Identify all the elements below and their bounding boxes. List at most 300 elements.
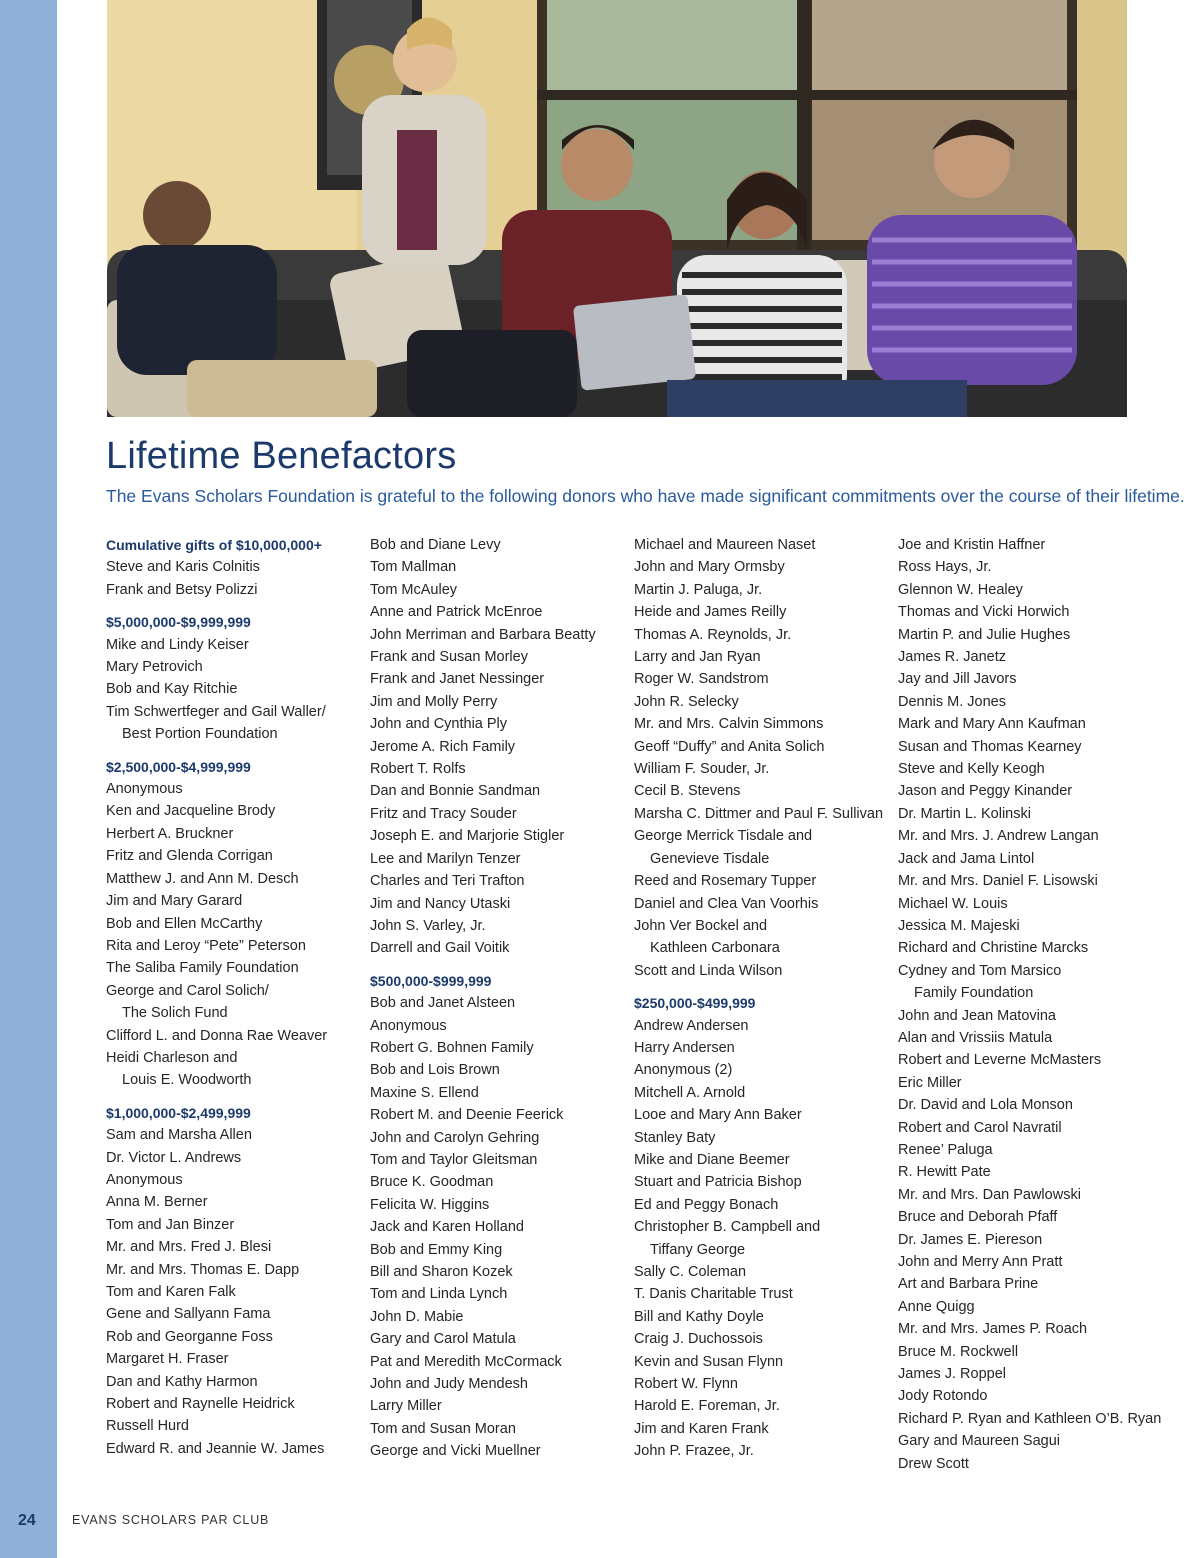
donor-name-line: Heide and James Reilly: [634, 604, 787, 621]
donor-name-line: John D. Mabie: [370, 1308, 464, 1325]
donor-name-line: Glennon W. Healey: [898, 581, 1023, 598]
donor-name-line: Kevin and Susan Flynn: [634, 1353, 784, 1370]
group-photo: [107, 0, 1127, 417]
donor-name-line: Jim and Nancy Utaski: [370, 895, 511, 912]
donor-name: [634, 960, 896, 982]
donor-name: [370, 937, 632, 959]
donor-name-line: Fritz and Tracy Souder: [370, 805, 517, 822]
donor-name-line: Mike and Lindy Keiser: [106, 636, 249, 653]
donor-name: [898, 1251, 1188, 1273]
donor-name: [370, 624, 632, 646]
donor-name: [634, 556, 896, 578]
donor-name-line: Renee’ Paluga: [898, 1141, 993, 1158]
donor-name-continuation: Best Portion Foundation: [122, 726, 278, 743]
donor-name: [898, 825, 1188, 847]
donor-name-line: Michael W. Louis: [898, 895, 1008, 912]
donor-name-line: Tom and Jan Binzer: [106, 1216, 235, 1233]
donor-name-line: Dr. James E. Piereson: [898, 1231, 1043, 1248]
donor-name: [898, 534, 1188, 556]
donor-name: [106, 980, 368, 1025]
donor-name-line: Anonymous (2): [634, 1062, 733, 1079]
donor-name: [106, 913, 368, 935]
donor-name-line: Bruce K. Goodman: [370, 1174, 494, 1191]
donor-name: [106, 1438, 368, 1460]
donor-name: [898, 1273, 1188, 1295]
donor-name: [634, 1104, 896, 1126]
donor-name-line: Harold E. Foreman, Jr.: [634, 1398, 780, 1415]
donor-name-line: Jack and Jama Lintol: [898, 850, 1035, 867]
donor-name: [370, 803, 632, 825]
donor-name-line: Richard and Christine Marcks: [898, 940, 1089, 957]
gift-level-heading: $1,000,000-$2,499,999: [106, 1104, 251, 1121]
donor-name: [634, 1440, 896, 1462]
donor-name-line: Gary and Carol Matula: [370, 1331, 516, 1348]
donor-name: [634, 1015, 896, 1037]
donor-name: [370, 1059, 632, 1081]
donor-name-line: Jay and Jill Javors: [898, 671, 1017, 688]
donor-name: [634, 825, 896, 870]
donor-name: [106, 1303, 368, 1325]
donor-name-line: Craig J. Duchossois: [634, 1331, 763, 1348]
donor-name-line: Charles and Teri Trafton: [370, 873, 525, 890]
donor-name-continuation: Genevieve Tisdale: [650, 850, 770, 867]
donor-name-line: Thomas and Vicki Horwich: [898, 604, 1070, 621]
donor-name: [106, 701, 368, 746]
donor-name-line: Jessica M. Majeski: [898, 917, 1020, 934]
page-subtitle: The Evans Scholars Foundation is grateful to the following donors who have made significant commitments over the course of their lifetime.: [106, 486, 1185, 506]
donor-name: [106, 868, 368, 890]
donor-name: [370, 893, 632, 915]
donor-name-line: Felicita W. Higgins: [370, 1196, 490, 1213]
donor-name: [898, 1184, 1188, 1206]
donor-name-line: The Saliba Family Foundation: [106, 960, 299, 977]
donor-name-line: Andrew Andersen: [634, 1017, 749, 1034]
donor-name-line: Stanley Baty: [634, 1129, 716, 1146]
donor-name: [634, 736, 896, 758]
donor-name: [106, 1025, 368, 1047]
donor-name-line: Anonymous: [106, 781, 183, 798]
donor-name: [106, 1124, 368, 1146]
donor-name-line: Michael and Maureen Naset: [634, 537, 816, 553]
donor-name: [106, 1236, 368, 1258]
donor-name-line: Christopher B. Campbell and: [634, 1219, 821, 1236]
donor-name: [634, 1082, 896, 1104]
donor-name: [634, 646, 896, 668]
donor-name-line: Clifford L. and Donna Rae Weaver: [106, 1027, 328, 1044]
donor-name-line: Mitchell A. Arnold: [634, 1084, 746, 1101]
donor-name-line: R. Hewitt Pate: [898, 1164, 991, 1181]
donor-name-line: Stuart and Patricia Bishop: [634, 1174, 802, 1191]
donor-name-line: Robert W. Flynn: [634, 1376, 738, 1393]
donor-name-line: Looe and Mary Ann Baker: [634, 1107, 802, 1124]
donor-name-line: George Merrick Tisdale and: [634, 828, 813, 845]
donor-name-line: Alan and Vrissiis Matula: [898, 1029, 1053, 1046]
donor-name-line: Harry Andersen: [634, 1039, 735, 1056]
donor-name: [370, 1037, 632, 1059]
donor-name: [370, 691, 632, 713]
donor-group: [634, 534, 896, 982]
donor-name: [370, 1149, 632, 1171]
donor-name-line: John Merriman and Barbara Beatty: [370, 626, 596, 643]
donor-name-line: Gene and Sallyann Fama: [106, 1306, 271, 1323]
donor-name: [898, 1049, 1188, 1071]
donor-name-line: Susan and Thomas Kearney: [898, 738, 1082, 755]
donor-name-line: John and Merry Ann Pratt: [898, 1254, 1063, 1270]
donor-name-line: Mr. and Mrs. Fred J. Blesi: [106, 1239, 272, 1256]
donor-name: [634, 668, 896, 690]
donor-name: [898, 870, 1188, 892]
donor-name: [106, 1393, 368, 1415]
donor-name: [634, 1306, 896, 1328]
donor-name: [106, 556, 368, 578]
donor-name-line: Jim and Karen Frank: [634, 1420, 769, 1437]
donor-name: [898, 937, 1188, 959]
donor-name-line: Jim and Molly Perry: [370, 693, 498, 710]
donor-name-line: Anonymous: [370, 1017, 447, 1034]
donor-name-line: Margaret H. Fraser: [106, 1351, 229, 1368]
donor-name: [106, 1214, 368, 1236]
donor-name-line: Frank and Janet Nessinger: [370, 671, 545, 688]
donor-name: [898, 1453, 1188, 1475]
donor-name-continuation: Tiffany George: [650, 1241, 746, 1258]
donor-name: [634, 1261, 896, 1283]
donor-name-line: Joseph E. and Marjorie Stigler: [370, 828, 565, 845]
donor-name: [634, 1171, 896, 1193]
donor-name: [898, 668, 1188, 690]
donor-name-line: Jim and Mary Garard: [106, 893, 243, 910]
donor-name: [898, 848, 1188, 870]
donor-name: [106, 1259, 368, 1281]
donor-name-line: Art and Barbara Prine: [898, 1276, 1039, 1293]
donor-name: [634, 1149, 896, 1171]
donor-name-line: Ed and Peggy Bonach: [634, 1196, 779, 1213]
donor-name-line: Marsha C. Dittmer and Paul F. Sullivan: [634, 805, 884, 822]
donor-name-line: Cecil B. Stevens: [634, 783, 741, 800]
donor-name-line: Scott and Linda Wilson: [634, 962, 783, 979]
donor-name: [106, 634, 368, 656]
donor-name: [898, 624, 1188, 646]
donor-name-line: Dennis M. Jones: [898, 693, 1006, 710]
donor-name-line: Fritz and Glenda Corrigan: [106, 848, 273, 865]
page-number: 24: [18, 1512, 36, 1529]
donor-name: [370, 1373, 632, 1395]
donor-name-line: Martin P. and Julie Hughes: [898, 626, 1071, 643]
donor-name-line: Tom and Susan Moran: [370, 1420, 516, 1437]
donor-name: [898, 556, 1188, 578]
donor-name: [898, 736, 1188, 758]
donor-name-line: George and Vicki Muellner: [370, 1443, 541, 1460]
donor-name-line: Jerome A. Rich Family: [370, 738, 516, 755]
donor-name-line: Bruce M. Rockwell: [898, 1343, 1019, 1360]
donor-name-line: Roger W. Sandstrom: [634, 671, 769, 688]
donor-name-line: John and Carolyn Gehring: [370, 1129, 540, 1146]
donor-name-line: Russell Hurd: [106, 1418, 189, 1435]
donor-name-line: Dr. Martin L. Kolinski: [898, 805, 1031, 822]
donor-group: [106, 534, 368, 601]
donor-name: [370, 1015, 632, 1037]
donor-name-line: Mr. and Mrs. J. Andrew Langan: [898, 828, 1099, 845]
donor-name: [634, 1418, 896, 1440]
donor-name: [370, 534, 632, 556]
donor-name: [370, 736, 632, 758]
donor-name: [634, 1373, 896, 1395]
donor-name: [106, 1147, 368, 1169]
donor-name: [370, 713, 632, 735]
donor-group: [106, 611, 368, 745]
donor-group: [370, 970, 632, 1463]
donor-name: [106, 1191, 368, 1213]
donor-name: [106, 957, 368, 979]
donor-name-line: Reed and Rosemary Tupper: [634, 873, 817, 890]
donor-name: [898, 780, 1188, 802]
donor-name: [898, 1341, 1188, 1363]
donor-name-line: Mr. and Mrs. Calvin Simmons: [634, 716, 824, 733]
donor-name: [898, 1117, 1188, 1139]
donor-name: [898, 1206, 1188, 1228]
donor-name-line: Pat and Meredith McCormack: [370, 1353, 562, 1370]
donor-name-line: Tom McAuley: [370, 581, 458, 598]
donor-name: [634, 915, 896, 960]
donor-name: [634, 1037, 896, 1059]
donor-name-line: Dr. Victor L. Andrews: [106, 1149, 242, 1166]
donor-column-3: [634, 534, 896, 1473]
donor-name: [106, 800, 368, 822]
donor-name: [370, 1104, 632, 1126]
donor-name: [106, 1281, 368, 1303]
donor-name-line: John and Judy Mendesh: [370, 1376, 528, 1393]
donor-name: [106, 579, 368, 601]
donor-name: [634, 601, 896, 623]
donor-name-line: Herbert A. Bruckner: [106, 825, 234, 842]
donor-name-line: Bill and Kathy Doyle: [634, 1308, 764, 1325]
donor-name: [898, 1094, 1188, 1116]
donor-name-line: T. Danis Charitable Trust: [634, 1286, 793, 1303]
donor-name: [370, 1351, 632, 1373]
donor-name-line: Thomas A. Reynolds, Jr.: [634, 626, 792, 643]
donor-name-line: John Ver Bockel and: [634, 917, 768, 934]
donor-name: [370, 668, 632, 690]
donor-name-line: Anna M. Berner: [106, 1194, 208, 1211]
donor-name-line: Robert T. Rolfs: [370, 761, 466, 778]
donor-name-line: Sam and Marsha Allen: [106, 1127, 252, 1144]
donor-name: [634, 1059, 896, 1081]
donor-name: [106, 845, 368, 867]
donor-name: [370, 780, 632, 802]
donor-name-line: Larry Miller: [370, 1398, 442, 1415]
donor-name: [370, 601, 632, 623]
donor-name: [370, 915, 632, 937]
donor-name-continuation: The Solich Fund: [122, 1005, 228, 1022]
page-title: Lifetime Benefactors: [106, 435, 457, 477]
donor-name: [370, 579, 632, 601]
donor-name: [898, 1385, 1188, 1407]
donor-name: [106, 678, 368, 700]
donor-name-line: Gary and Maureen Sagui: [898, 1433, 1061, 1450]
donor-name: [106, 1348, 368, 1370]
donor-name-line: Mr. and Mrs. James P. Roach: [898, 1321, 1088, 1338]
donor-name: [634, 803, 896, 825]
donor-name: [898, 1161, 1188, 1183]
donor-name-line: Robert M. and Deenie Feerick: [370, 1107, 564, 1124]
donor-name-line: Mr. and Mrs. Daniel F. Lisowski: [898, 873, 1098, 890]
donor-name-line: Bob and Lois Brown: [370, 1062, 500, 1079]
donor-name: [898, 691, 1188, 713]
donor-name: [370, 848, 632, 870]
donor-name: [898, 601, 1188, 623]
donor-name-line: Eric Miller: [898, 1074, 962, 1091]
donor-name: [370, 1418, 632, 1440]
donor-name: [634, 624, 896, 646]
gift-level-heading: $2,500,000-$4,999,999: [106, 758, 251, 775]
donor-name-line: Robert G. Bohnen Family: [370, 1039, 534, 1056]
donor-name-line: Jack and Karen Holland: [370, 1219, 524, 1236]
donor-name: [634, 691, 896, 713]
donor-name: [898, 893, 1188, 915]
donor-name-line: Dan and Bonnie Sandman: [370, 783, 541, 800]
donor-name-continuation: Kathleen Carbonara: [650, 940, 780, 957]
gift-level-heading: $500,000-$999,999: [370, 972, 492, 989]
donor-name-line: Anne Quigg: [898, 1298, 975, 1315]
donor-name-line: Tom and Karen Falk: [106, 1284, 236, 1300]
donor-name: [634, 758, 896, 780]
donor-name: [634, 1194, 896, 1216]
donor-name: [370, 825, 632, 847]
donor-name-line: Lee and Marilyn Tenzer: [370, 850, 521, 867]
donor-name-line: Mary Petrovich: [106, 659, 203, 676]
donor-name: [898, 1005, 1188, 1027]
donor-name-continuation: Family Foundation: [914, 985, 1034, 1002]
donor-name: [634, 1395, 896, 1417]
donor-name: [634, 579, 896, 601]
donor-name-line: Tom and Taylor Gleitsman: [370, 1151, 538, 1168]
donor-name-line: Matthew J. and Ann M. Desch: [106, 870, 299, 887]
donor-name-line: John P. Frazee, Jr.: [634, 1443, 754, 1460]
donor-name: [898, 960, 1188, 1005]
donor-name-line: Robert and Raynelle Heidrick: [106, 1396, 295, 1413]
donor-name-line: Daniel and Clea Van Voorhis: [634, 895, 819, 912]
donor-name: [634, 1328, 896, 1350]
donor-column-1: [106, 534, 368, 1470]
donor-name-line: Steve and Karis Colnitis: [106, 559, 260, 576]
donor-name-line: Heidi Charleson and: [106, 1049, 238, 1066]
donor-name-line: Cydney and Tom Marsico: [898, 962, 1062, 979]
donor-group: [106, 756, 368, 1092]
donor-name-line: Dan and Kathy Harmon: [106, 1373, 258, 1390]
donor-name: [106, 1047, 368, 1092]
donor-group: [370, 534, 632, 960]
donor-name: [898, 646, 1188, 668]
donor-name-line: John and Mary Ormsby: [634, 559, 785, 576]
donor-name: [634, 870, 896, 892]
donor-name: [106, 778, 368, 800]
donor-name-line: Rob and Georganne Foss: [106, 1328, 273, 1345]
donor-name-line: Jason and Peggy Kinander: [898, 783, 1073, 800]
donor-name-line: Geoff “Duffy” and Anita Solich: [634, 738, 825, 755]
donor-group: [634, 992, 896, 1463]
donor-name: [370, 1395, 632, 1417]
donor-name-line: Mark and Mary Ann Kaufman: [898, 716, 1086, 733]
gift-level-heading: $5,000,000-$9,999,999: [106, 614, 251, 631]
donor-name: [370, 1283, 632, 1305]
donor-name: [106, 1415, 368, 1437]
donor-name: [898, 579, 1188, 601]
donor-name: [898, 713, 1188, 735]
donor-name-line: Sally C. Coleman: [634, 1264, 747, 1280]
donor-name-line: Drew Scott: [898, 1455, 969, 1472]
donor-column-4: [898, 534, 1188, 1485]
donor-name: [898, 1318, 1188, 1340]
donor-name: [106, 656, 368, 678]
donor-name-line: Larry and Jan Ryan: [634, 649, 761, 666]
donor-name-line: Robert and Carol Navratil: [898, 1119, 1062, 1136]
donor-name-line: Bob and Ellen McCarthy: [106, 915, 263, 932]
donor-name: [898, 1229, 1188, 1251]
donor-name-continuation: Louis E. Woodworth: [122, 1072, 252, 1089]
donor-name-line: Bruce and Deborah Pfaff: [898, 1209, 1058, 1226]
donor-name: [106, 890, 368, 912]
donor-name: [106, 935, 368, 957]
donor-name: [634, 1127, 896, 1149]
donor-name: [634, 780, 896, 802]
donor-name: [370, 1239, 632, 1261]
donor-group: [898, 534, 1188, 1475]
donor-name-line: Tom Mallman: [370, 559, 457, 576]
donor-name-line: Joe and Kristin Haffner: [898, 537, 1046, 553]
donor-name: [634, 713, 896, 735]
donor-name-line: Tom and Linda Lynch: [370, 1286, 508, 1303]
donor-name: [898, 1139, 1188, 1161]
donor-name-line: Darrell and Gail Voitik: [370, 940, 510, 957]
group-photo-students-on-couch-icon: [107, 0, 1127, 417]
donor-name: [370, 646, 632, 668]
donor-name: [634, 1351, 896, 1373]
donor-name: [370, 992, 632, 1014]
donor-name: [898, 1430, 1188, 1452]
gift-level-heading: $250,000-$499,999: [634, 995, 756, 1012]
donor-name-line: Richard P. Ryan and Kathleen O’B. Ryan: [898, 1410, 1162, 1427]
donor-group: [106, 1102, 368, 1461]
donor-name: [634, 534, 896, 556]
donor-name: [898, 1027, 1188, 1049]
donor-name-line: Mr. and Mrs. Thomas E. Dapp: [106, 1261, 300, 1278]
donor-name: [370, 758, 632, 780]
donor-name-line: William F. Souder, Jr.: [634, 761, 770, 778]
donor-name-line: Bob and Emmy King: [370, 1241, 503, 1258]
donor-name: [370, 1261, 632, 1283]
donor-name: [898, 758, 1188, 780]
donor-name: [106, 823, 368, 845]
donor-name-line: Steve and Kelly Keogh: [898, 761, 1045, 778]
donor-name-line: Bob and Janet Alsteen: [370, 995, 516, 1012]
donor-name-line: Ken and Jacqueline Brody: [106, 803, 276, 820]
donor-name-line: Robert and Leverne McMasters: [898, 1052, 1102, 1069]
donor-name: [634, 893, 896, 915]
donor-name: [370, 1127, 632, 1149]
donor-name: [370, 1440, 632, 1462]
donor-name: [898, 915, 1188, 937]
donor-name: [370, 1306, 632, 1328]
donor-name-line: Rita and Leroy “Pete” Peterson: [106, 937, 306, 954]
donor-name-line: John and Cynthia Ply: [370, 716, 508, 733]
donor-name-line: Anne and Patrick McEnroe: [370, 604, 543, 621]
donor-name-line: Martin J. Paluga, Jr.: [634, 581, 763, 598]
donor-name-line: Maxine S. Ellend: [370, 1084, 479, 1101]
publication-name: EVANS SCHOLARS PAR CLUB: [72, 1513, 270, 1527]
donor-name-line: Edward R. and Jeannie W. James: [106, 1440, 325, 1457]
donor-name-line: Jody Rotondo: [898, 1388, 988, 1405]
donor-name-line: Bob and Diane Levy: [370, 537, 501, 553]
donor-name: [370, 1082, 632, 1104]
